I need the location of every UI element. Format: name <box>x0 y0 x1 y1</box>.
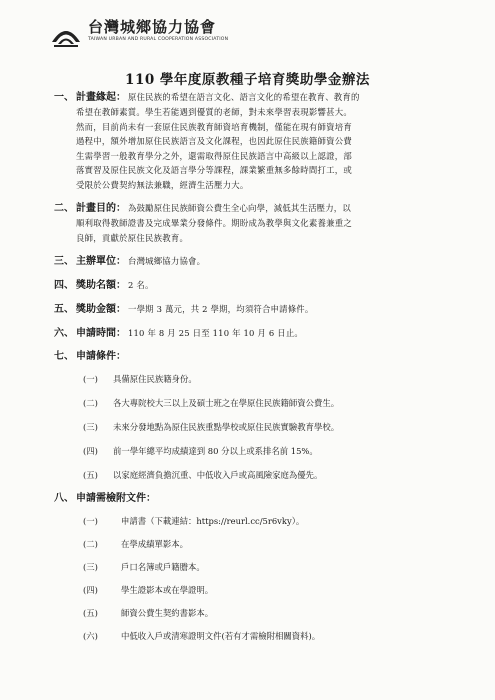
section-label: 獎助金額 <box>76 304 116 315</box>
section-label: 申請需檢附文件 <box>76 493 146 504</box>
list-item-text: 未來分發地點為原住民族重點學校或原住民族實驗教育學校。 <box>113 422 340 432</box>
list-item <box>83 468 441 482</box>
section-background: 一、 計畫緣起 ： 原住民族的希望在語言文化、語言文化的希望在教育、教育的 希望在教師素質。學生若能遇到優質的老師，對未來學習表現影響甚大。 然而，目前尚未有一套原住民族教育師資培育機制，僅能在現有師資培育 過程中，額外增加原住民族語言及文化課程，也因此原住民族籍師資公費 生需學習一般教育學分之外，還需取得原住民族語言中高級以上認證，部 落實習及原住民族文化及語言學分等課程，課業繁重無多餘時間打工，或 受限於公費契約無法兼職，經濟生活壓力大。 <box>76 90 441 192</box>
list-item <box>83 420 441 434</box>
list-item-text: 中低收入戶或清寒證明文件(若有才需檢附相關資料)。 <box>121 631 321 641</box>
section-label: 計畫緣起 <box>76 92 116 103</box>
documents-list <box>83 514 441 643</box>
list-item-number: (一) <box>83 516 98 526</box>
paragraph-line: 過程中，額外增加原住民族語言及文化課程，也因此原住民族籍師資公費 <box>76 136 352 146</box>
list-item-number: (四) <box>83 585 98 595</box>
list-item-text: 各大專院校大三以上及碩士班之在學原住民族籍師資公費生。 <box>113 398 340 408</box>
paragraph-line: 生需學習一般教育學分之外，還需取得原住民族語言中高級以上認證，部 <box>76 150 352 161</box>
section-label: 主辦單位 <box>76 256 116 267</box>
list-item-number: (一) <box>83 374 98 384</box>
section-number: 二、 <box>54 203 74 214</box>
section-number: 四、 <box>54 280 74 291</box>
section-purpose: 二、 計畫目的 ： 為鼓勵原住民族師資公費生全心向學，減低其生活壓力，以 順利取得教師證書及完成畢業分發條件。期盼成為教學與文化素養兼重之 良師，貢獻於原住民族教育。 <box>76 201 441 245</box>
list-item <box>83 372 441 386</box>
paragraph-line: 為鼓勵原住民族師資公費生全心向學，減低其生活壓力，以 <box>128 203 351 213</box>
list-item <box>83 583 441 597</box>
org-name-en: TAIWAN URBAN AND RURAL COOPERATION ASSOCIATION <box>88 37 229 42</box>
section-quota: 四、 獎助名額 ： 2 名。 <box>54 280 154 291</box>
paragraph-line: 落實習及原住民族文化及語言學分等課程，課業繁重無多餘時間打工，或 <box>76 165 352 175</box>
paragraph-line: 良師，貢獻於原住民族教育。 <box>76 232 189 243</box>
paragraph-line: 然而，目前尚未有一套原住民族教育師資培育機制，僅能在現有師資培育 <box>76 121 352 132</box>
list-item <box>83 514 441 528</box>
list-item <box>83 560 441 574</box>
org-name: 台灣城鄉協力協會 <box>88 18 217 36</box>
section-value: 110 年 8 月 25 日至 110 年 10 月 6 日止。 <box>128 328 303 338</box>
list-item-number: (五) <box>83 608 98 618</box>
list-item-number: (二) <box>83 539 98 549</box>
section-label: 申請條件 <box>76 351 116 362</box>
section-application-period: 六、 申請時間 ： 110 年 8 月 25 日至 110 年 10 月 6 日止。 <box>54 328 303 339</box>
page-title: 110 學年度原教種子培育獎助學金辦法 <box>125 72 370 88</box>
org-header <box>50 18 228 48</box>
list-item-text: 師資公費生契約書影本。 <box>121 608 214 618</box>
list-item-text: 戶口名簿或戶籍謄本。 <box>121 562 205 572</box>
list-item-number: (三) <box>83 562 98 572</box>
section-required-documents: 八、 申請需檢附文件 ： (一) 申請書（下載連結：https://reurl.cc/5r6vky）。 (二) 在學成績單影本。 (三) 戶口名簿或戶籍謄本。 (四) 學生證影本或在學證明。 (五) 師資公費生契約書影本。 (六) 中低收入戶或清寒證明文件(若有才需檢附相關資料)。 <box>76 492 441 643</box>
document-body <box>54 90 441 652</box>
list-item-text: 申請書（下載連結：https://reurl.cc/5r6vky）。 <box>121 516 305 526</box>
section-number: 七、 <box>54 351 74 362</box>
list-item-number: (六) <box>83 631 98 641</box>
list-item-number: (三) <box>83 422 98 432</box>
list-item-number: (四) <box>83 446 98 456</box>
section-number: 六、 <box>54 328 74 339</box>
eligibility-list <box>83 372 441 482</box>
paragraph-line: 原住民族的希望在語言文化、語言文化的希望在教育、教育的 <box>128 92 360 102</box>
paragraph-line: 希望在教師素質。學生若能遇到優質的老師，對未來學習表現影響甚大。 <box>76 107 352 117</box>
section-amount: 五、 獎助金額 ： 一學期 3 萬元，共 2 學期，均須符合申請條件。 <box>54 304 314 315</box>
section-number: 八、 <box>54 493 74 504</box>
section-number: 一、 <box>54 92 74 103</box>
paragraph-line: 受限於公費契約無法兼職，經濟生活壓力大。 <box>76 179 249 190</box>
list-item <box>83 629 441 643</box>
list-item <box>83 537 441 551</box>
list-item <box>83 606 441 620</box>
section-label: 申請時間 <box>76 328 116 339</box>
list-item-number: (二) <box>83 398 98 408</box>
section-number: 三、 <box>54 256 74 267</box>
section-organizer: 三、 主辦單位 ： 台灣城鄉協力協會。 <box>54 256 206 267</box>
paragraph-line: 順利取得教師證書及完成畢業分發條件。期盼成為教學與文化素養兼重之 <box>76 218 352 228</box>
list-item-number: (五) <box>83 470 98 480</box>
list-item-text: 前一學年總平均成績達到 80 分以上或系排名前 15%。 <box>113 446 318 456</box>
section-label: 計畫目的 <box>76 203 116 214</box>
section-value: 台灣城鄉協力協會。 <box>128 256 206 266</box>
section-eligibility: 七、 申請條件 ： (一) 具備原住民族籍身份。 (二) 各大專院校大三以上及碩士班之在學原住民族籍師資公費生。 (三) 未來分發地點為原住民族重點學校或原住民族實驗教育學校。 (四) 前一學年總平均成績達到 80 分以上或系排名前 15%。 (五) 以家庭經濟負擔沉重、中低收入戶或高風險家庭為優先。 <box>76 350 441 482</box>
list-item-text: 在學成績單影本。 <box>121 539 188 549</box>
section-value: 2 名。 <box>128 280 154 290</box>
section-label: 獎助名額 <box>76 280 116 291</box>
list-item <box>83 444 441 458</box>
org-logo-icon <box>50 18 82 48</box>
list-item-text: 學生證影本或在學證明。 <box>121 585 214 595</box>
list-item <box>83 396 441 410</box>
section-value: 一學期 3 萬元，共 2 學期，均須符合申請條件。 <box>128 304 314 314</box>
section-number: 五、 <box>54 304 74 315</box>
list-item-text: 具備原住民族籍身份。 <box>113 374 197 384</box>
list-item-text: 以家庭經濟負擔沉重、中低收入戶或高風險家庭為優先。 <box>113 470 323 480</box>
